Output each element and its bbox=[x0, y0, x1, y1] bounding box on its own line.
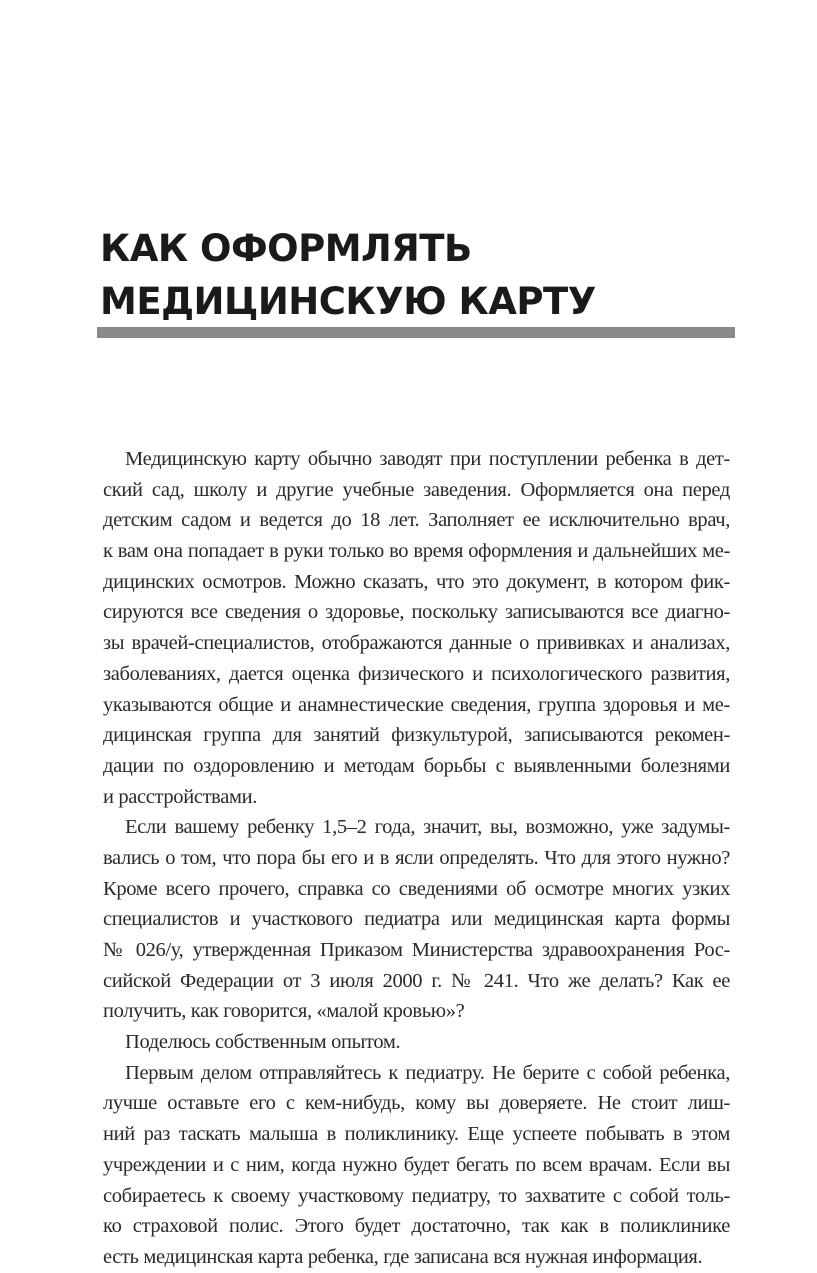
text-line: зы врачей-специалистов, отображаются данные о прививках и анализах, bbox=[103, 632, 730, 655]
text-line: ко страховой полис. Этого будет достаточно, так как в поликлинике bbox=[103, 1215, 730, 1238]
text-line: специалистов и участкового педиатра или медицинская карта формы bbox=[103, 908, 730, 931]
text-line: дицинских осмотров. Можно сказать, что это документ, в котором фик- bbox=[103, 570, 730, 593]
text-line: Медицинскую карту обычно заводят при поступлении ребенка в дет- bbox=[125, 448, 730, 470]
text-line: учреждении и с ним, когда нужно будет бегать по всем врачам. Если вы bbox=[103, 1153, 730, 1176]
text-line: есть медицинская карта ребенка, где записана вся нужная информация. bbox=[103, 1245, 703, 1268]
text-line: дицинская группа для занятий физкультурой, записываются рекомен- bbox=[103, 724, 730, 747]
body-text bbox=[103, 444, 730, 1273]
text-line: и расстройствами. bbox=[103, 785, 258, 808]
text-line: указываются общие и анамнестические сведения, группа здоровья и ме- bbox=[103, 693, 730, 716]
chapter-title-line: МЕДИЦИНСКУЮ КАРТУ bbox=[100, 280, 596, 323]
text-line: Поделюсь собственным опытом. bbox=[125, 1031, 401, 1054]
text-line: ний раз таскать малыша в поликлинику. Еще успеете побывать в этом bbox=[103, 1123, 730, 1146]
text-line: № 026/у, утвержденная Приказом Министерства здравоохранения Рос- bbox=[103, 939, 730, 961]
text-line: Кроме всего прочего, справка со сведениями об осмотре многих узких bbox=[103, 877, 730, 900]
text-line: Первым делом отправляйтесь к педиатру. Не берите с собой ребенка, bbox=[125, 1061, 730, 1084]
paragraph bbox=[103, 444, 730, 812]
chapter-title-line: КАК ОФОРМЛЯТЬ bbox=[100, 227, 472, 270]
text-line: заболеваниях, дается оценка физического и психологического развития, bbox=[103, 662, 730, 685]
text-line: сийской Федерации от 3 июля 2000 г. № 241. Что же делать? Как ее bbox=[103, 969, 730, 992]
text-line: собираетесь к своему участковому педиатру, то захватите с собой толь- bbox=[103, 1184, 730, 1207]
text-line: Если вашему ребенку 1,5–2 года, значит, вы, возможно, уже задумы- bbox=[125, 816, 730, 839]
text-line: лучше оставьте его с кем-нибудь, кому вы доверяете. Не стоит лиш- bbox=[103, 1092, 730, 1115]
text-line: дации по оздоровлению и методам борьбы с выявленными болезнями bbox=[103, 754, 730, 777]
text-line: детским садом и ведется до 18 лет. Заполняет ее исключительно врач, bbox=[103, 509, 730, 532]
text-line: вались о том, что пора бы его и в ясли определять. Что для этого нужно? bbox=[103, 846, 730, 869]
paragraph bbox=[103, 1027, 730, 1058]
text-line: к вам она попадает в руки только во время оформления и дальнейших ме- bbox=[103, 540, 730, 563]
text-line: сируются все сведения о здоровье, поскольку записываются все диагно- bbox=[103, 601, 730, 624]
paragraph bbox=[103, 812, 730, 1027]
paragraph bbox=[103, 1058, 730, 1273]
chapter-title bbox=[100, 222, 596, 328]
text-line: ский сад, школу и другие учебные заведения. Оформляется она перед bbox=[103, 478, 730, 501]
text-line: получить, как говорится, «малой кровью»? bbox=[103, 1000, 465, 1023]
title-rule bbox=[97, 327, 735, 338]
